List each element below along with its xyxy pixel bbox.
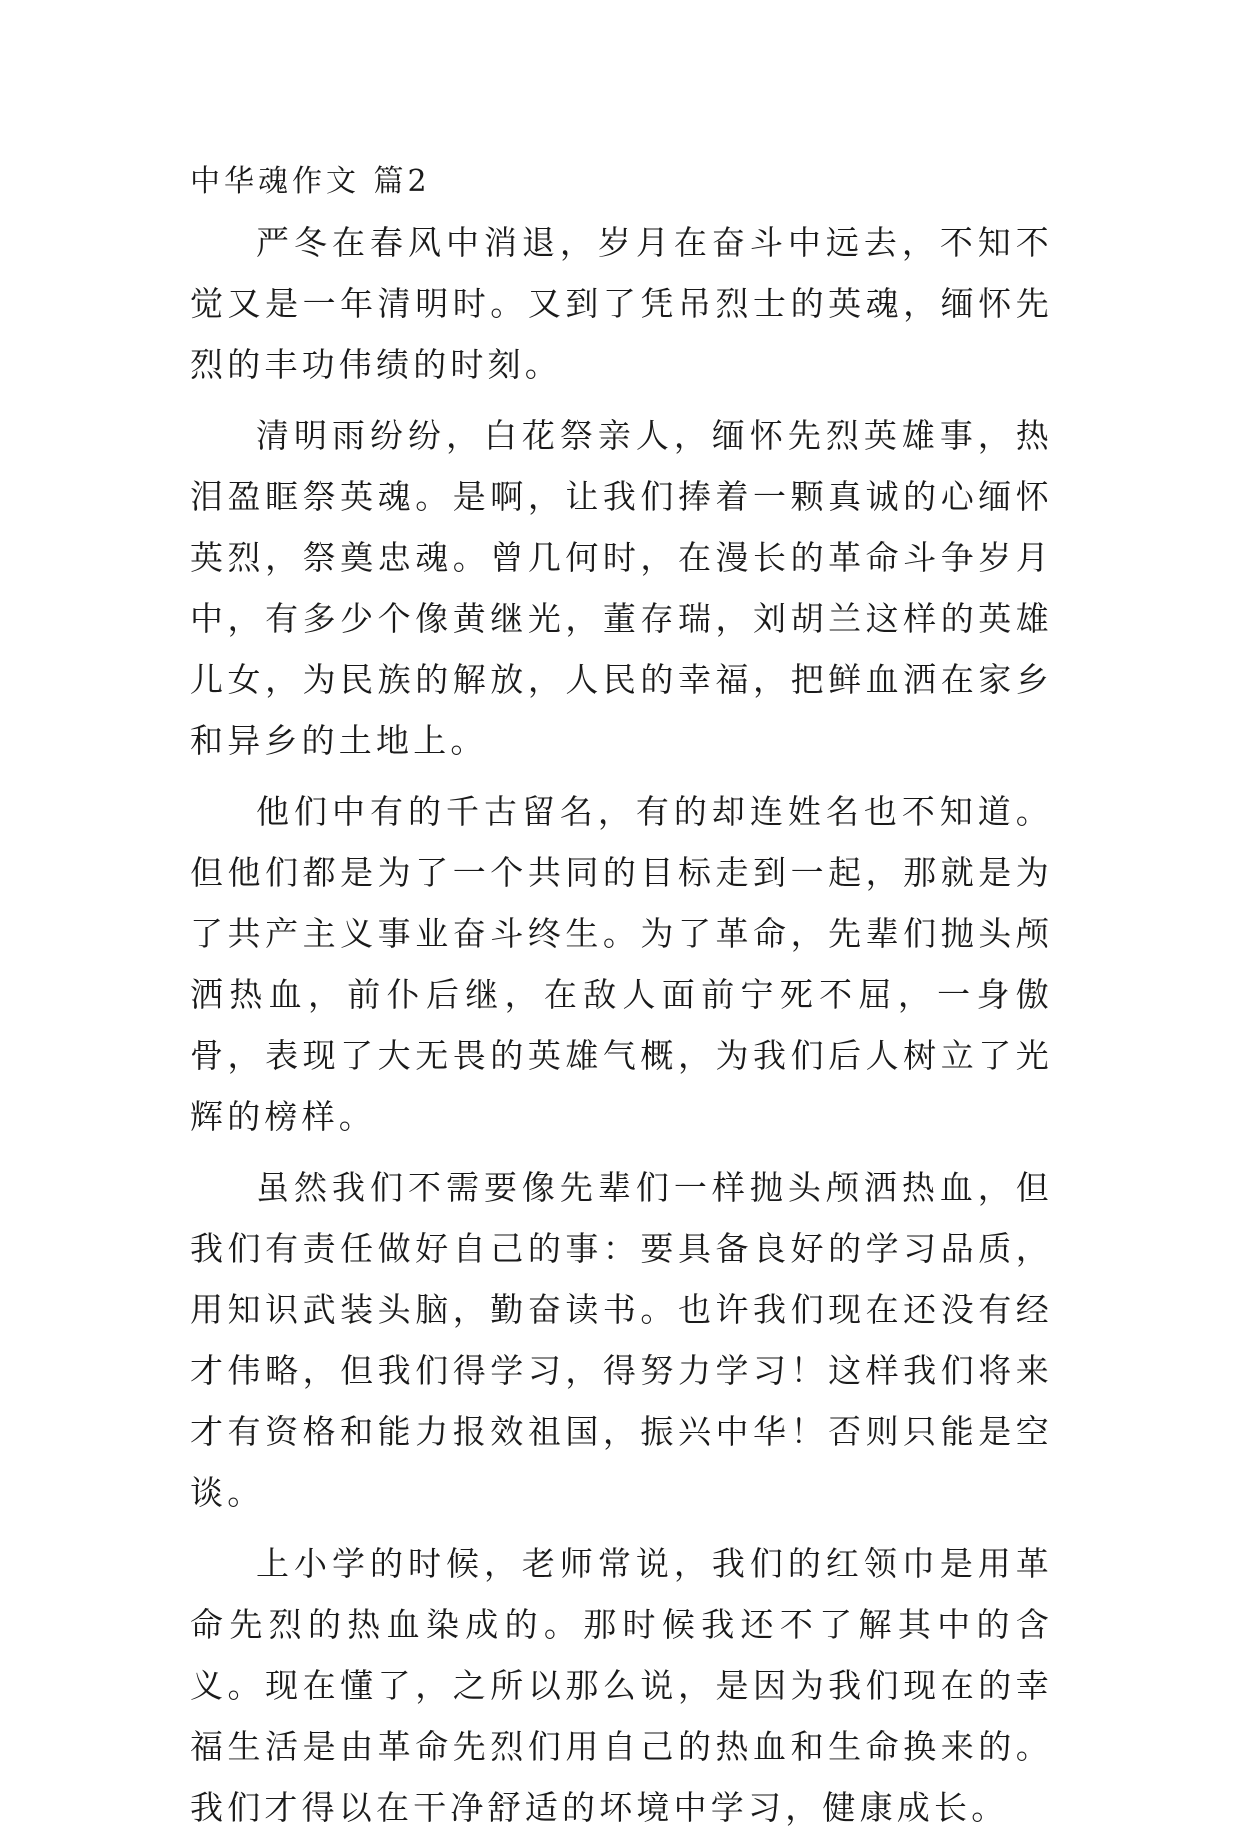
paragraph-4: 虽然我们不需要像先辈们一样抛头颅洒热血，但我们有责任做好自己的事：要具备良好的学习品质，用知识武装头脑，勤奋读书。也许我们现在还没有经才伟略，但我们得学习，得努力学习！这样我们将来才有资格和能力报效祖国，振兴中华！否则只能是空谈。 bbox=[190, 1168, 1053, 1512]
paragraph-5: 上小学的时候，老师常说，我们的红领巾是用革命先烈的热血染成的。那时候我还不了解其中的含义。现在懂了，之所以那么说，是因为我们现在的幸福生活是由革命先烈们用自己的热血和生命换来的。我们才得以在干净舒适的坏境中学习，健康成长。 bbox=[190, 1544, 1053, 1827]
paragraph-1: 严冬在春风中消退，岁月在奋斗中远去，不知不觉又是一年清明时。又到了凭吊烈士的英魂，缅怀先烈的丰功伟绩的时刻。 bbox=[190, 223, 1053, 384]
document-title: 中华魂作文 篇2 bbox=[190, 164, 431, 199]
document-page bbox=[190, 162, 1053, 1848]
paragraph-3: 他们中有的千古留名，有的却连姓名也不知道。但他们都是为了一个共同的目标走到一起，那就是为了共产主义事业奋斗终生。为了革命，先辈们抛头颅洒热血，前仆后继，在敌人面前宁死不屈，一身傲骨，表现了大无畏的英雄气概，为我们后人树立了光辉的榜样。 bbox=[190, 792, 1053, 1136]
paragraph-2: 清明雨纷纷，白花祭亲人，缅怀先烈英雄事，热泪盈眶祭英魂。是啊，让我们捧着一颗真诚的心缅怀英烈，祭奠忠魂。曾几何时，在漫长的革命斗争岁月中，有多少个像黄继光，董存瑞，刘胡兰这样的英雄儿女，为民族的解放，人民的幸福，把鲜血洒在家乡和异乡的土地上。 bbox=[190, 416, 1053, 760]
